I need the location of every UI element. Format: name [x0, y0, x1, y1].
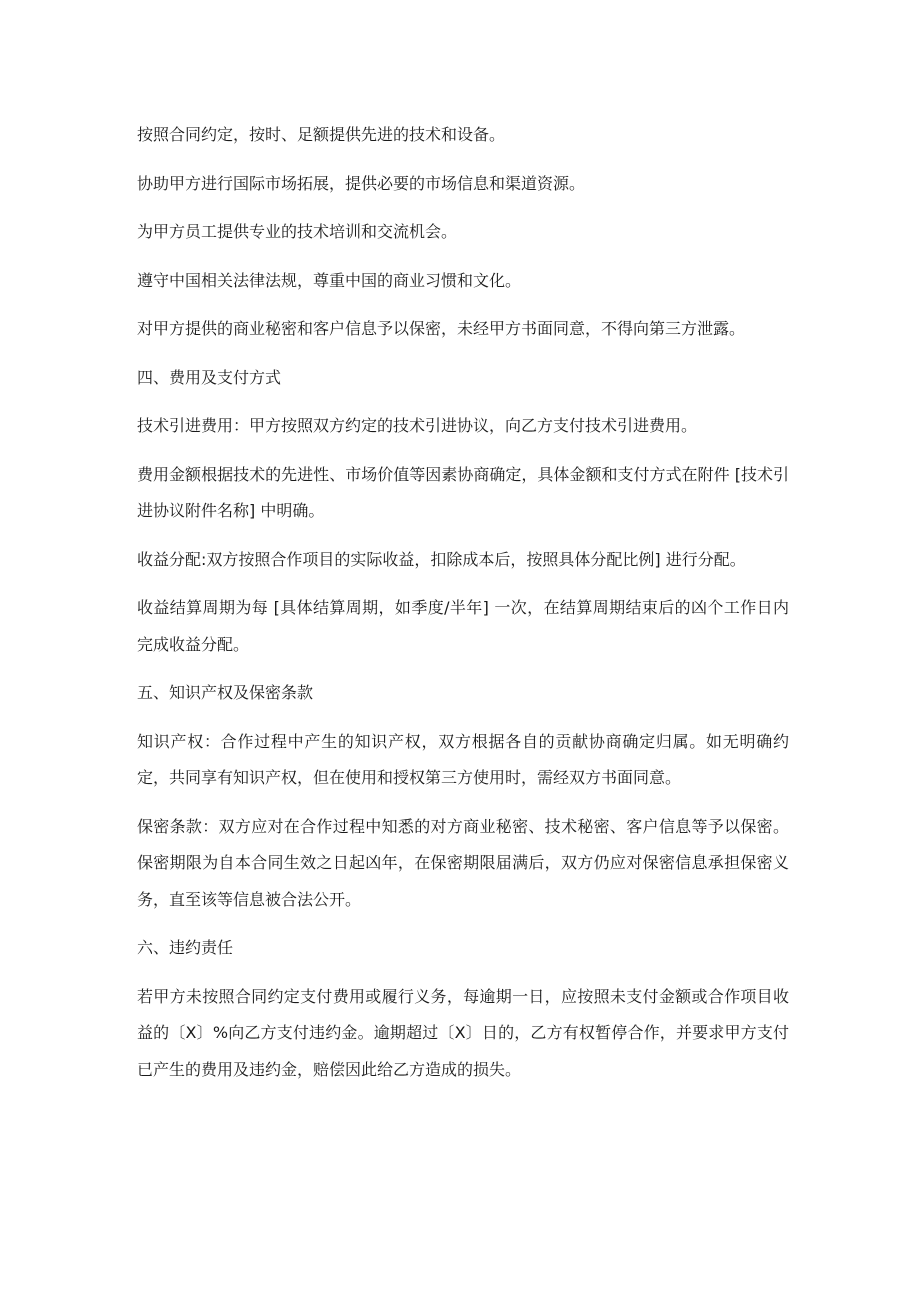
paragraph-provide-technology: 按照合同约定，按时、足额提供先进的技术和设备。: [137, 125, 506, 144]
section-heading-breach: 六、违约责任: [137, 938, 234, 957]
document-body: [137, 117, 789, 1100]
paragraph-settlement-cycle: 收益结算周期为每 [具体结算周期，如季度/半年] 一次，在结算周期结束后的凶个工作日内完成收益分配。: [137, 598, 789, 654]
paragraph-tech-fee: 技术引进费用：甲方按照双方约定的技术引进协议，向乙方支付技术引进费用。: [137, 416, 698, 435]
paragraph-intellectual-property: 知识产权：合作过程中产生的知识产权，双方根据各自的贡献协商确定归属。如无明确约定，共同享有知识产权，但在使用和授权第三方使用时，需经双方书面同意。: [137, 731, 789, 787]
section-heading-fees: 四、费用及支付方式: [137, 367, 282, 387]
paragraph-comply-laws: 遵守中国相关法律法规，尊重中国的商业习惯和文化。: [137, 270, 522, 290]
paragraph-confidentiality-obligation: 对甲方提供的商业秘密和客户信息予以保密，未经甲方书面同意，不得向第三方泄露。: [137, 319, 746, 338]
paragraph-revenue-share: 收益分配:双方按照合作项目的实际收益，扣除成本后，按照具体分配比例] 进行分配。: [137, 549, 746, 569]
paragraph-confidentiality-clause: 保密条款：双方应对在合作过程中知悉的对方商业秘密、技术秘密、客户信息等予以保密。保密期限为自本合同生效之日起凶年，在保密期限届满后，双方仍应对保密信息承担保密义务，直至该等信息被合法公开。: [137, 816, 789, 909]
paragraph-market-expansion: 协助甲方进行国际市场拓展，提供必要的市场信息和渠道资源。: [137, 173, 586, 193]
section-heading-ip: 五、知识产权及保密条款: [137, 683, 314, 702]
paragraph-fee-amount: 费用金额根据技术的先进性、市场价值等因素协商确定，具体金额和支付方式在附件 [技术引进协议附件名称] 中明确。: [137, 464, 789, 520]
paragraph-staff-training: 为甲方员工提供专业的技术培训和交流机会。: [137, 222, 458, 241]
paragraph-breach-liability: 若甲方未按照合同约定支付费用或履行义务，每逾期一日，应按照未支付金额或合作项目收益的〔X〕%向乙方支付违约金。逾期超过〔X〕日的，乙方有权暂停合作，并要求甲方支付已产生的费用及违约金，赔偿因此给乙方造成的损失。: [137, 986, 789, 1079]
